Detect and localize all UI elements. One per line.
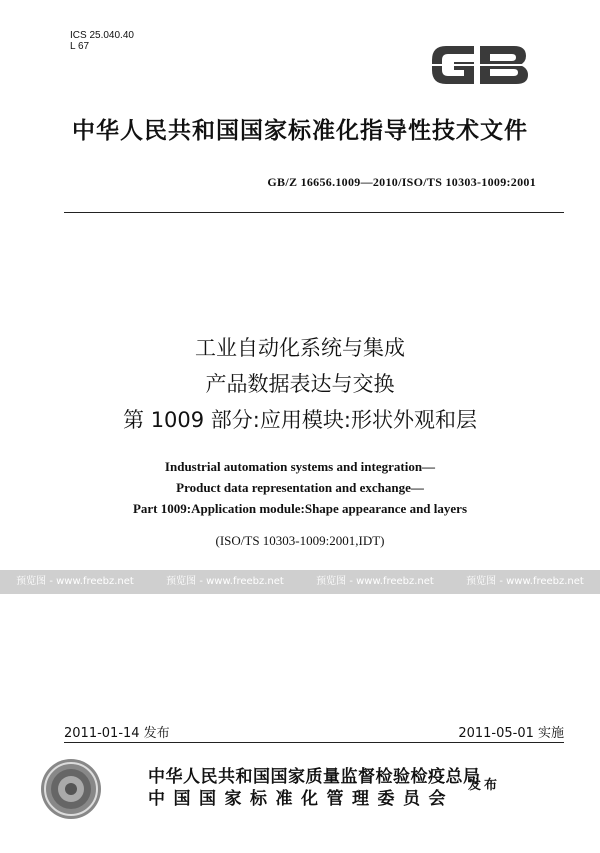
chinese-title-line-2: 产品数据表达与交换 [205, 372, 395, 396]
official-seal-icon [38, 756, 104, 822]
english-title-line-3: Part 1009:Application module:Shape appearance and layers [132, 501, 468, 516]
ccs-code: L 67 [70, 41, 90, 52]
issued-label: 发布 [468, 778, 501, 793]
classification-codes [70, 30, 134, 52]
watermark-text: 预览图 - www.freebz.net [166, 576, 284, 587]
watermark-text: 预览图 - www.freebz.net [466, 576, 584, 587]
english-title-line-1: Industrial automation systems and integration— [164, 459, 436, 474]
equivalence-note: (ISO/TS 10303-1009:2001,IDT) [215, 533, 385, 548]
authority-line-1: 中华人民共和国国家质量监督检验检疫总局 [148, 767, 481, 787]
header-divider [64, 212, 564, 213]
english-title-line-2: Product data representation and exchange— [176, 480, 424, 495]
document-type-heading: 中华人民共和国国家标准化指导性技术文件 [72, 118, 528, 144]
chinese-title-line-3: 第 1009 部分:应用模块:形状外观和层 [123, 408, 477, 432]
implementation-date: 2011-05-01 实施 [458, 726, 564, 741]
chinese-title-line-1: 工业自动化系统与集成 [195, 336, 405, 360]
watermark-text: 预览图 - www.freebz.net [16, 576, 134, 587]
watermark-text: 预览图 - www.freebz.net [316, 576, 434, 587]
issue-date: 2011-01-14 发布 [64, 726, 170, 741]
standard-number: GB/Z 16656.1009—2010/ISO/TS 10303-1009:2001 [267, 175, 536, 189]
footer-divider [64, 742, 564, 743]
gb-logo [426, 36, 532, 92]
preview-watermark-banner [0, 570, 600, 594]
ics-code: ICS 25.040.40 [70, 30, 134, 41]
authority-line-2: 中国国家标准化管理委员会 [148, 789, 454, 809]
